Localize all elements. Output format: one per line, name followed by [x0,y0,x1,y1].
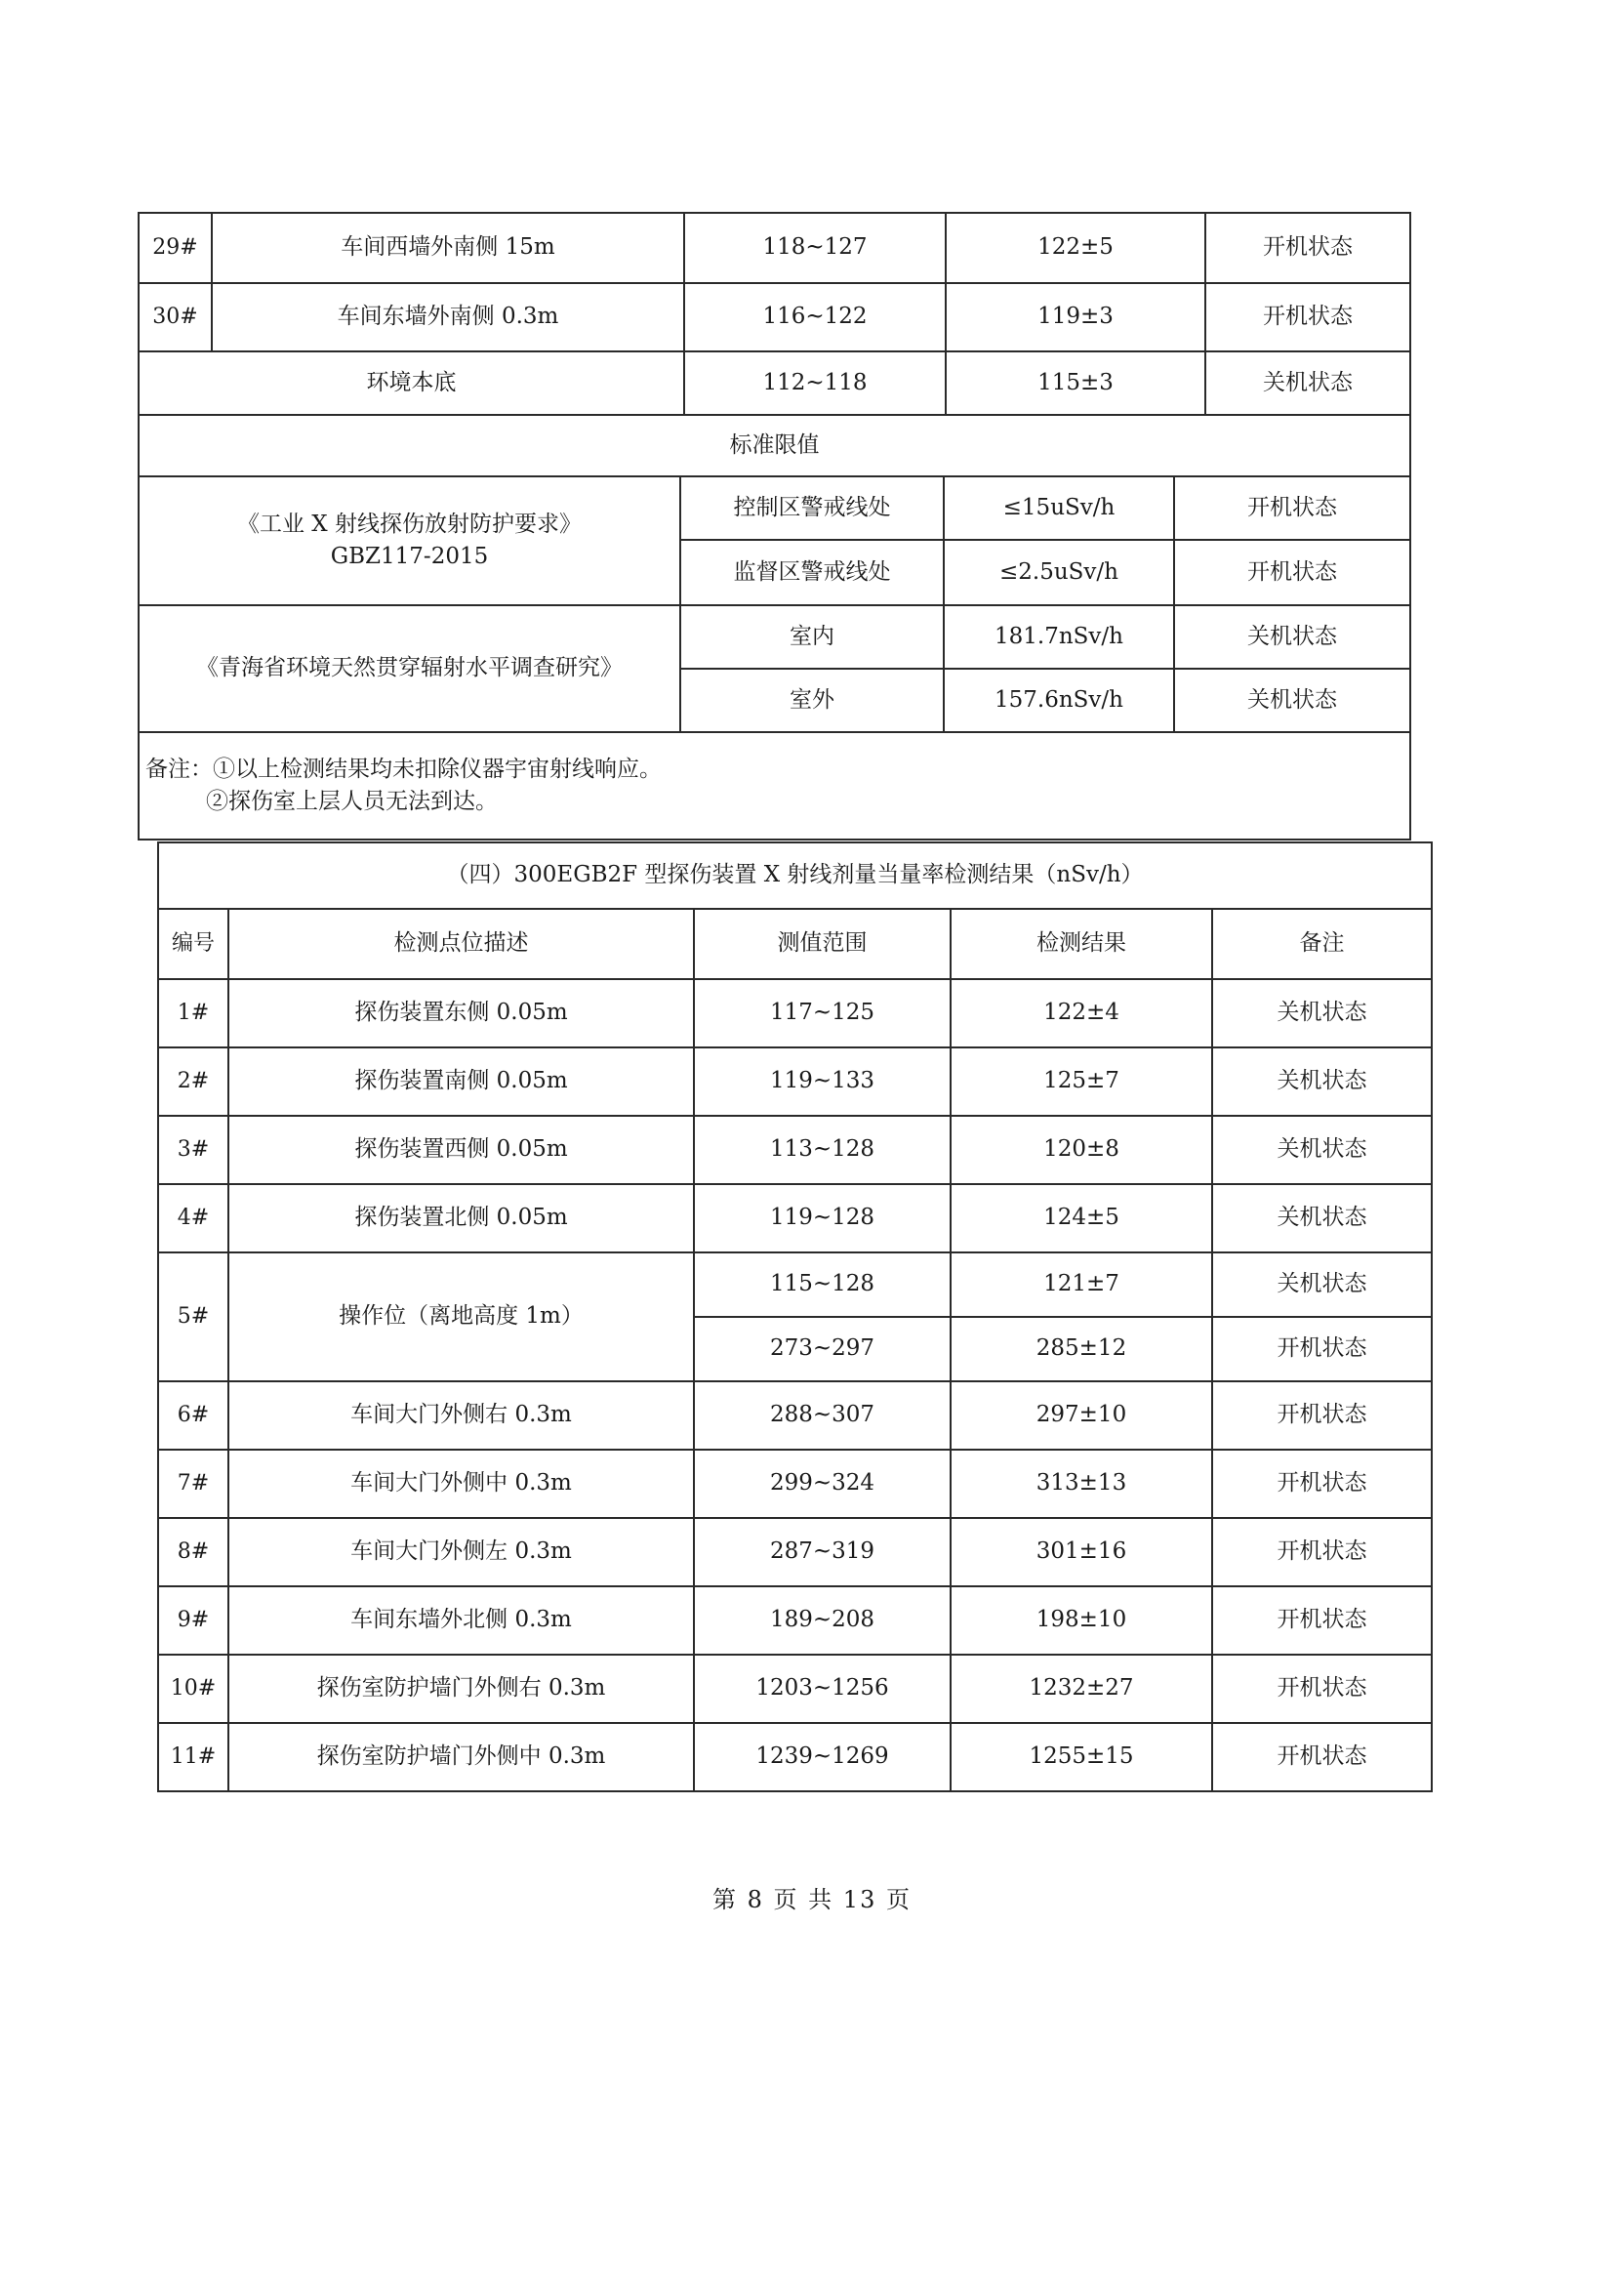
measured-result: 301±16 [951,1518,1212,1586]
measured-result: 1255±15 [951,1723,1212,1791]
point-number: 30# [139,283,212,351]
point-description: 车间大门外侧左 0.3m [228,1518,694,1586]
table-row [139,283,1410,351]
standard-limits-header: 标准限值 [139,415,1410,476]
measured-range: 115~128 [694,1252,951,1317]
point-description: 操作位（离地高度 1m） [228,1252,694,1381]
measured-result: 122±5 [946,213,1205,283]
point-number: 5# [158,1252,228,1381]
point-description: 车间东墙外南侧 0.3m [212,283,684,351]
header-result: 检测结果 [951,909,1212,979]
table-row [139,605,1410,669]
limit-state: 开机状态 [1174,540,1410,605]
point-number: 10# [158,1655,228,1723]
table-row [158,1450,1432,1518]
measured-range: 288~307 [694,1381,951,1450]
remark: 开机状态 [1212,1723,1432,1791]
point-description: 探伤装置南侧 0.05m [228,1047,694,1116]
limit-state: 关机状态 [1174,669,1410,732]
remarks-row [139,732,1410,840]
point-description: 探伤装置北侧 0.05m [228,1184,694,1252]
limit-value: ≤2.5uSv/h [944,540,1174,605]
device-dose-rate-table [157,841,1433,1792]
limit-value: ≤15uSv/h [944,476,1174,540]
table-row [139,476,1410,540]
measured-range: 273~297 [694,1317,951,1381]
standards-table [138,475,1411,840]
measured-range: 299~324 [694,1450,951,1518]
limit-state: 开机状态 [1174,476,1410,540]
header-range: 测值范围 [694,909,951,979]
measured-result: 120±8 [951,1116,1212,1184]
point-number: 7# [158,1450,228,1518]
measured-range: 117~125 [694,979,951,1047]
measured-result: 1232±27 [951,1655,1212,1723]
remark: 开机状态 [1212,1381,1432,1450]
point-description: 探伤室防护墙门外侧中 0.3m [228,1723,694,1791]
remark: 关机状态 [1205,351,1410,415]
measured-result: 115±3 [946,351,1205,415]
standard-title: 《工业 X 射线探伤放射防护要求》 [237,511,582,537]
page-footer: 第 8 页 共 13 页 [712,1886,912,1913]
measured-range: 287~319 [694,1518,951,1586]
limit-state: 关机状态 [1174,605,1410,669]
remarks [139,732,1410,840]
remark: 开机状态 [1212,1518,1432,1586]
measured-range: 1239~1269 [694,1723,951,1791]
standard-header-row [139,415,1410,476]
point-number: 29# [139,213,212,283]
measured-range: 116~122 [684,283,946,351]
point-description: 探伤装置西侧 0.05m [228,1116,694,1184]
background-row [139,351,1410,415]
table-row [158,979,1432,1047]
remark: 开机状态 [1212,1317,1432,1381]
limit-location: 室外 [680,669,944,732]
measured-result: 121±7 [951,1252,1212,1317]
table-row [158,1116,1432,1184]
measured-result: 297±10 [951,1381,1212,1450]
table-row [139,213,1410,283]
measured-range: 113~128 [694,1116,951,1184]
table-row [158,1184,1432,1252]
measured-result: 122±4 [951,979,1212,1047]
header-row [158,909,1432,979]
measured-result: 124±5 [951,1184,1212,1252]
point-number: 2# [158,1047,228,1116]
remark: 关机状态 [1212,1116,1432,1184]
measured-result: 285±12 [951,1317,1212,1381]
table-row [158,1047,1432,1116]
remark: 关机状态 [1212,1047,1432,1116]
remark-line-1: 备注：①以上检测结果均未扣除仪器宇宙射线响应。 [145,756,662,782]
table-caption: （四）300EGB2F 型探伤装置 X 射线剂量当量率检测结果（nSv/h） [158,842,1432,909]
remark: 开机状态 [1212,1586,1432,1655]
point-number: 3# [158,1116,228,1184]
background-label: 环境本底 [139,351,684,415]
measured-range: 119~133 [694,1047,951,1116]
measured-result: 313±13 [951,1450,1212,1518]
point-number: 4# [158,1184,228,1252]
point-description: 车间西墙外南侧 15m [212,213,684,283]
measurement-table-continued [138,212,1411,477]
measured-range: 189~208 [694,1586,951,1655]
measured-result: 198±10 [951,1586,1212,1655]
measured-result: 125±7 [951,1047,1212,1116]
header-number: 编号 [158,909,228,979]
measured-result: 119±3 [946,283,1205,351]
point-description: 探伤室防护墙门外侧右 0.3m [228,1655,694,1723]
limit-value: 181.7nSv/h [944,605,1174,669]
remark: 开机状态 [1212,1655,1432,1723]
remark-line-2: ②探伤室上层人员无法到达。 [206,789,498,814]
measured-range: 118~127 [684,213,946,283]
measured-range: 112~118 [684,351,946,415]
point-number: 6# [158,1381,228,1450]
limit-value: 157.6nSv/h [944,669,1174,732]
table-row [158,1381,1432,1450]
point-description: 车间东墙外北侧 0.3m [228,1586,694,1655]
remark: 开机状态 [1205,213,1410,283]
table-row [158,1723,1432,1791]
table-row [158,1655,1432,1723]
standard-name [139,476,680,605]
measured-range: 1203~1256 [694,1655,951,1723]
point-number: 11# [158,1723,228,1791]
point-description: 探伤装置东侧 0.05m [228,979,694,1047]
measured-range: 119~128 [694,1184,951,1252]
limit-location: 室内 [680,605,944,669]
standard-code: GBZ117-2015 [330,544,489,569]
table-row [158,1586,1432,1655]
remark: 关机状态 [1212,1252,1432,1317]
limit-location: 控制区警戒线处 [680,476,944,540]
header-remark: 备注 [1212,909,1432,979]
header-description: 检测点位描述 [228,909,694,979]
table-row [158,1252,1432,1317]
standard-name: 《青海省环境天然贯穿辐射水平调查研究》 [139,605,680,732]
table-row [158,1518,1432,1586]
point-number: 8# [158,1518,228,1586]
remark: 关机状态 [1212,1184,1432,1252]
point-description: 车间大门外侧中 0.3m [228,1450,694,1518]
point-description: 车间大门外侧右 0.3m [228,1381,694,1450]
remark: 开机状态 [1205,283,1410,351]
caption-row [158,842,1432,909]
limit-location: 监督区警戒线处 [680,540,944,605]
point-number: 9# [158,1586,228,1655]
remark: 开机状态 [1212,1450,1432,1518]
point-number: 1# [158,979,228,1047]
remark: 关机状态 [1212,979,1432,1047]
